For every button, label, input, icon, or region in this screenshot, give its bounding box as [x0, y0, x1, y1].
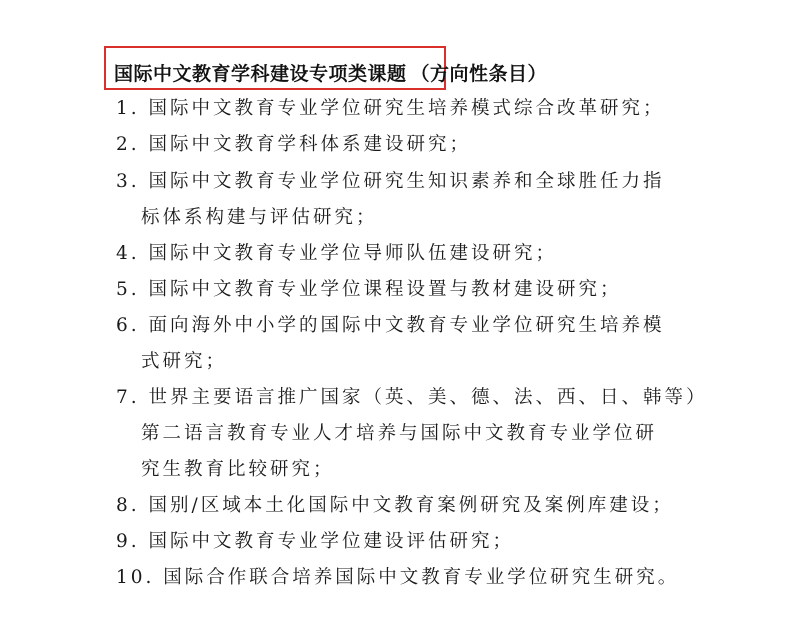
list-item-9: 9. 国际中文教育专业学位建设评估研究； — [116, 531, 515, 552]
list-item-7-continuation-1: 第二语言教育专业人才培养与国际中文教育专业学位研 — [141, 423, 658, 444]
list-item-5: 5. 国际中文教育专业学位课程设置与教材建设研究； — [116, 279, 622, 300]
list-item-7: 7. 世界主要语言推广国家（英、美、德、法、西、日、韩等） — [116, 387, 708, 408]
list-item-6-continuation: 式研究； — [141, 351, 228, 372]
list-item-4: 4. 国际中文教育专业学位导师队伍建设研究； — [116, 243, 558, 264]
list-item-6: 6. 面向海外中小学的国际中文教育专业学位研究生培养模 — [116, 315, 665, 336]
section-heading — [114, 56, 547, 88]
list-item-8: 8. 国别/区域本土化国际中文教育案例研究及案例库建设； — [116, 495, 674, 516]
list-item-7-continuation-2: 究生教育比较研究； — [141, 459, 335, 480]
list-item-3-continuation: 标体系构建与评估研究； — [141, 207, 378, 228]
list-item-10: 10. 国际合作联合培养国际中文教育专业学位研究生研究。 — [116, 567, 680, 588]
list-item-2: 2. 国际中文教育学科体系建设研究； — [116, 134, 472, 155]
heading-title: 国际中文教育学科建设专项类课题 — [114, 62, 407, 85]
list-item-3: 3. 国际中文教育专业学位研究生知识素养和全球胜任力指 — [116, 171, 665, 192]
heading-subtitle: （方向性条目） — [410, 62, 548, 85]
list-item-1: 1. 国际中文教育专业学位研究生培养模式综合改革研究； — [116, 98, 665, 119]
